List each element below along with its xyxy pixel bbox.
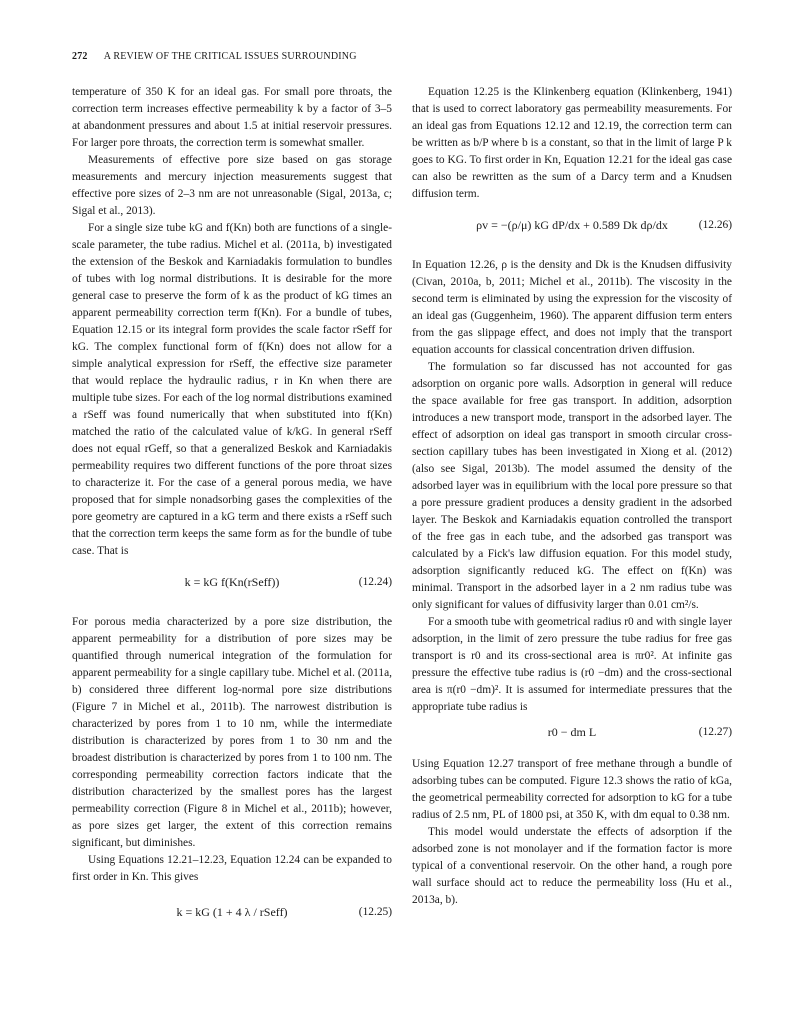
left-column	[72, 84, 392, 948]
paragraph: In Equation 12.26, ρ is the density and Dk is the Knudsen diffusivity (Civan, 2010a, b, 2011; Michel et al., 2011b). The viscosity in the second term is eliminated by using the expression for the viscosity of an ideal gas (Guggenheim, 1960). The apparent diffusion term enters from the gas slippage effect, and does not imply that the transport equation accounts for classical concentration driven diffusion.	[412, 259, 732, 356]
paragraph: This model would understate the effects of adsorption if the adsorbed zone is not monolayer and if the formation factor is more typical of a conventional reservoir. On the other hand, a rough pore wall surface should act to reduce the permeability loss (Hu et al., 2013a, b).	[412, 826, 732, 906]
paragraph: Using Equation 12.27 transport of free methane through a bundle of adsorbing tubes can be computed. Figure 12.3 shows the ratio of kGa, the geometrical permeability corrected for adsorption to kG for a tube radius of 2.5 nm, PL of 1800 psi, at 350 K, with dm equal to 0.38 nm.	[412, 758, 732, 821]
equation-12-27	[412, 716, 732, 756]
page-header	[72, 51, 357, 62]
paragraph: For a single size tube kG and f(Kn) both are functions of a single-scale parameter, the tube radius. Michel et al. (2011a, b) investigated the extension of the Beskok and Karniadakis formulation to bundles of tubes with log normal distributions. It is desirable for the more general case to preserve the form of k as the product of kG times an apparent permeability correction term f(Kn). For a bundle of tubes, Equation 12.15 or its integral form provides the scale factor rSeff for kG. The complex functional form of f(Kn) does not allow for a simple analytical expression for rSeff, the effective size parameter that would replace the hydraulic radius, r in Kn when there are multiple tube sizes. For each of the log normal distributions examined a rSeff was found numerically that when substituted into f(Kn) matched the ratio of the calculated value of k/kG. In general rSeff does not equal rGeff, so that a generalized Beskok and Karniadakis permeability requires two different functions of the pore throat sizes to characterize it. For the case of a general porous media, we have proposed that for simple nonadsorbing gases the complexities of the pore geometry are captured in a kG term and there exists a rSeff such that the correction term keeps the same form as for the bundle of tube case. That is	[72, 222, 392, 557]
equation-number: (12.24)	[358, 576, 392, 588]
equation-number: (12.27)	[698, 726, 732, 738]
equation-number: (12.25)	[358, 906, 392, 918]
equation-number: (12.26)	[698, 219, 732, 231]
equation-12-26	[412, 203, 732, 257]
running-title: A REVIEW OF THE CRITICAL ISSUES SURROUNDING	[103, 51, 357, 62]
paragraph: For a smooth tube with geometrical radius r0 and with single layer adsorption, in the limit of zero pressure the tube radius for free gas transport is r0 and its cross-sectional area is πr0². At infinite gas pressure the effective tube radius is (r0 −dm) and the cross-sectional area is π(r0 −dm)². It is assumed for intermediate pressures that the appropriate tube radius is	[412, 616, 732, 713]
paragraph: Using Equations 12.21–12.23, Equation 12.24 can be expanded to first order in Kn. This gives	[72, 854, 392, 883]
paragraph: Measurements of effective pore size based on gas storage measurements and mercury injection measurements suggest that effective pore sizes of 2–3 nm are not unreasonable (Sigal, 2013a, c; Sigal et al., 2013).	[72, 154, 392, 217]
equation-expression: k = kG f(Kn(rSeff))	[184, 575, 280, 589]
equation-12-24	[72, 560, 392, 614]
paragraph: Equation 12.25 is the Klinkenberg equation (Klinkenberg, 1941) that is used to correct laboratory gas permeability measurements. For an ideal gas from Equations 12.12 and 12.19, the correction term can be written as b/P where b is a constant, so that in the limit of large P k goes to KG. To first order in Kn, Equation 12.21 for the ideal gas case can also be rewritten as the sum of a Darcy term and a Knudsen diffusion term.	[412, 86, 732, 200]
equation-expression: k = kG (1 + 4 λ / rSeff)	[176, 905, 288, 919]
equation-12-25	[72, 886, 392, 948]
equation-expression: r0 − dm L	[547, 725, 597, 739]
paragraph: temperature of 350 K for an ideal gas. For small pore throats, the correction term increases effective permeability k by a factor of 3–5 at abandonment pressures and about 1.5 at initial reservoir pressures. For larger pore throats, the correction term is somewhat smaller.	[72, 86, 392, 149]
equation-expression: ρv = −(ρ/μ) kG dP/dx + 0.589 Dk dρ/dx	[476, 218, 668, 232]
right-column	[412, 84, 732, 909]
paragraph: For porous media characterized by a pore size distribution, the apparent permeability for a distribution of pore sizes may be quantified through numerical integration of the formulation for apparent permeability for a single capillary tube. Michel et al. (2011a, b) considered three different log-normal pore size distributions (Figure 7 in Michel et al., 2011b). The narrowest distribution is characterized by pores from 1 to 10 nm, while the intermediate distribution is characterized by pores from 1 to 30 nm and the broadest distribution is characterized by pores from 1 to 100 nm. The corresponding permeability correction factors indicate that the distribution characterized by the smallest pores has the largest permeability correction (Figure 8 in Michel et al., 2011b); however, as pore sizes get larger, the extent of this correction remains significant, but diminishes.	[72, 616, 392, 849]
paragraph: The formulation so far discussed has not accounted for gas adsorption on organic pore walls. Adsorption in general will reduce the space available for free gas transport. In addition, adsorption introduces a new transport mode, transport in the adsorbed layer. The effect of adsorption on ideal gas transport in smooth circular cross-section capillary tubes has been investigated in Xiong et al. (2012) (also see Sigal, 2013b). The model assumed the density of the adsorbed layer was in equilibrium with the local pore pressure so that a pore pressure gradient produces a density gradient in the adsorbed layer. The Beskok and Karniadakis equation controlled the transport of the free gas in each tube, and the adsorbed gas transport was calculated by a Fick's law diffusion equation. For this model study, adsorption significantly reduced kG. The effect on f(Kn) was minimal. Transport in the adsorbed layer in a 2 nm radius tube was only significant for values of diffusivity larger than 0.01 cm²/s.	[412, 361, 732, 611]
page-number: 272	[72, 51, 88, 62]
